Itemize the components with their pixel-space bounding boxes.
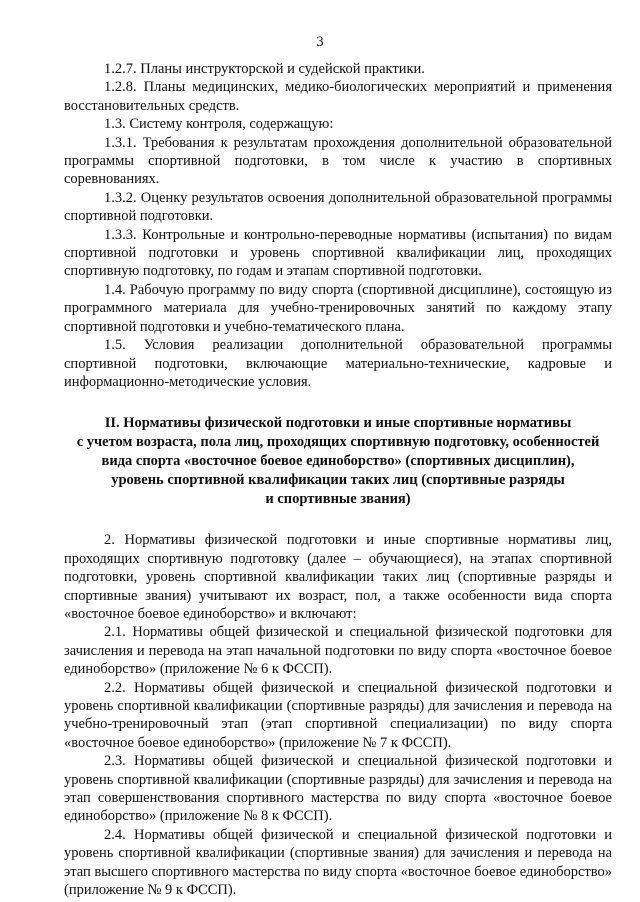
section-heading-line: II. Нормативы физической подготовки и иные спортивные нормативы [104, 415, 572, 432]
section-heading [64, 414, 612, 509]
section-heading-line: уровень спортивной квалификации таких лиц (спортивные разряды [111, 472, 565, 489]
paragraph-2-4: 2.4. Нормативы общей физической и специальной физической подготовки и уровень спортивной квалификации (спортивные звания) для зачисления и перевода на этап высшего спортивного мастерства по виду спорта «восточное боевое единоборство» (приложение № 9 к ФССП). [64, 826, 612, 899]
section-heading-line: вида спорта «восточное боевое единоборство» (спортивных дисциплин), [101, 453, 575, 470]
document-body [64, 60, 612, 899]
paragraph-1-3-1: 1.3.1. Требования к результатам прохождения дополнительной образовательной программы спортивной подготовки, в том числе к участию в спортивных соревнованиях. [64, 134, 612, 188]
paragraph-1-4: 1.4. Рабочую программу по виду спорта (спортивной дисциплине), состоящую из программного материала для учебно-тренировочных занятий по каждому этапу спортивной подготовки и учебно-тематического плана. [64, 281, 612, 335]
paragraph-1-2-8: 1.2.8. Планы медицинских, медико-биологических мероприятий и применения восстановительных средств. [64, 79, 612, 114]
paragraph-2: 2. Нормативы физической подготовки и иные спортивные нормативы лиц, проходящих спортивную подготовку (далее – обучающиеся), на этапах спортивной подготовки, уровень спортивной квалификации таких лиц (спортивные разряды и спортивные звания) учитывают их возраст, пол, а также особенности вида спорта «восточное боевое единоборство» и включают: [64, 532, 612, 622]
section-heading-line: с учетом возраста, пола лиц, проходящих спортивную подготовку, особенностей [76, 434, 600, 451]
section-heading-line: и спортивные звания) [265, 491, 411, 508]
paragraph-2-2: 2.2. Нормативы общей физической и специальной физической подготовки и уровень спортивной квалификации (спортивные разряды) для зачисления и перевода на учебно-тренировочный этап (этап спортивной специализации) по виду спорта «восточное боевое единоборство» (приложение № 7 к ФССП). [64, 679, 612, 751]
paragraph-1-2-7: 1.2.7. Планы инструкторской и судейской практики. [104, 61, 425, 77]
paragraph-1-3: 1.3. Систему контроля, содержащую: [104, 116, 334, 133]
paragraph-1-3-3: 1.3.3. Контрольные и контрольно-переводные нормативы (испытания) по видам спортивной подготовки и уровень спортивной квалификации лиц, проходящих спортивную подготовку, по годам и этапам спортивной подготовки. [64, 226, 612, 280]
paragraph-1-3-2: 1.3.2. Оценку результатов освоения дополнительной образовательной программы спортивной подготовки. [64, 189, 612, 225]
page-number: 3 [316, 34, 324, 50]
paragraph-1-5: 1.5. Условия реализации дополнительной образовательной программы спортивной подготовки, включающие материально-технические, кадровые и информационно-методические условия. [64, 337, 612, 390]
paragraph-2-1: 2.1. Нормативы общей физической и специальной физической подготовки для зачисления и перевода на этап начальной подготовки по виду спорта «восточное боевое единоборство» (приложение № 6 к ФССП). [64, 624, 612, 678]
paragraph-2-3: 2.3. Нормативы общей физической и специальной физической подготовки и уровень спортивной квалификации (спортивные разряды) для зачисления и перевода на этап совершенствования спортивного мастерства по виду спорта «восточное боевое единоборство» (приложение № 8 к ФССП). [64, 753, 612, 825]
